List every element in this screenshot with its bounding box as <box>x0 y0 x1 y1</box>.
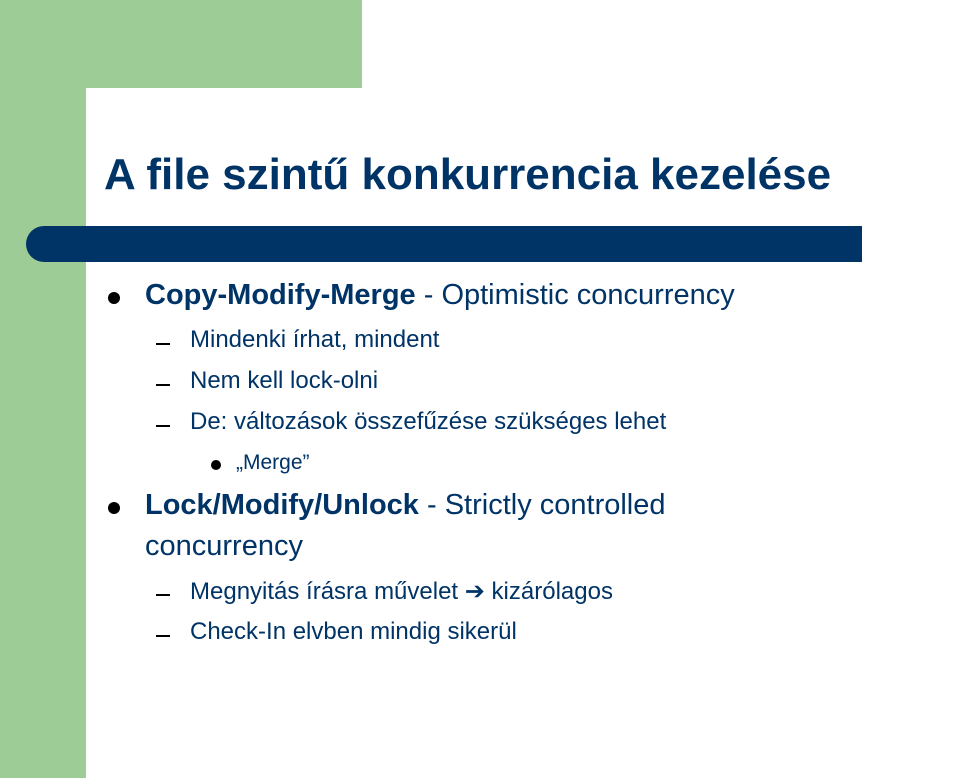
sub-item-megnyitas <box>190 577 613 606</box>
bullet-copy-modify-merge <box>145 279 735 312</box>
bullet-dot-icon <box>108 502 120 514</box>
sub-item: Mindenki írhat, mindent <box>190 326 440 353</box>
dash-icon <box>156 343 170 345</box>
sub-item: Nem kell lock-olni <box>190 367 379 394</box>
sub-item-post: kizárólagos <box>484 578 613 605</box>
slide-title: A file szintű konkurrencia kezelése <box>104 150 832 199</box>
arrow-right-icon: ➔ <box>464 578 485 605</box>
bullet-rest: - Strictly controlled <box>418 489 666 521</box>
dash-icon <box>156 635 170 637</box>
bullet-continuation: concurrency <box>145 530 303 562</box>
bullet-rest: - Optimistic concurrency <box>415 279 735 311</box>
bullet-lock-modify-unlock <box>145 489 666 522</box>
title-underline-bar <box>26 226 862 262</box>
bullet-dot-icon <box>211 460 221 470</box>
dash-icon <box>156 594 170 596</box>
bullet-bold: Lock/Modify/Unlock <box>145 489 419 521</box>
bullet-dot-icon <box>108 292 120 304</box>
sub-sub-item-merge: „Merge” <box>236 451 310 474</box>
decor-green-top <box>0 0 362 88</box>
decor-green-left <box>0 0 86 778</box>
sub-item-pre: Megnyitás írásra művelet <box>190 578 465 605</box>
sub-item: Check-In elvben mindig sikerül <box>190 618 517 645</box>
dash-icon <box>156 425 170 427</box>
dash-icon <box>156 384 170 386</box>
sub-item: De: változások összefűzése szükséges lehet <box>190 408 667 435</box>
bullet-bold: Copy-Modify-Merge <box>145 279 416 311</box>
